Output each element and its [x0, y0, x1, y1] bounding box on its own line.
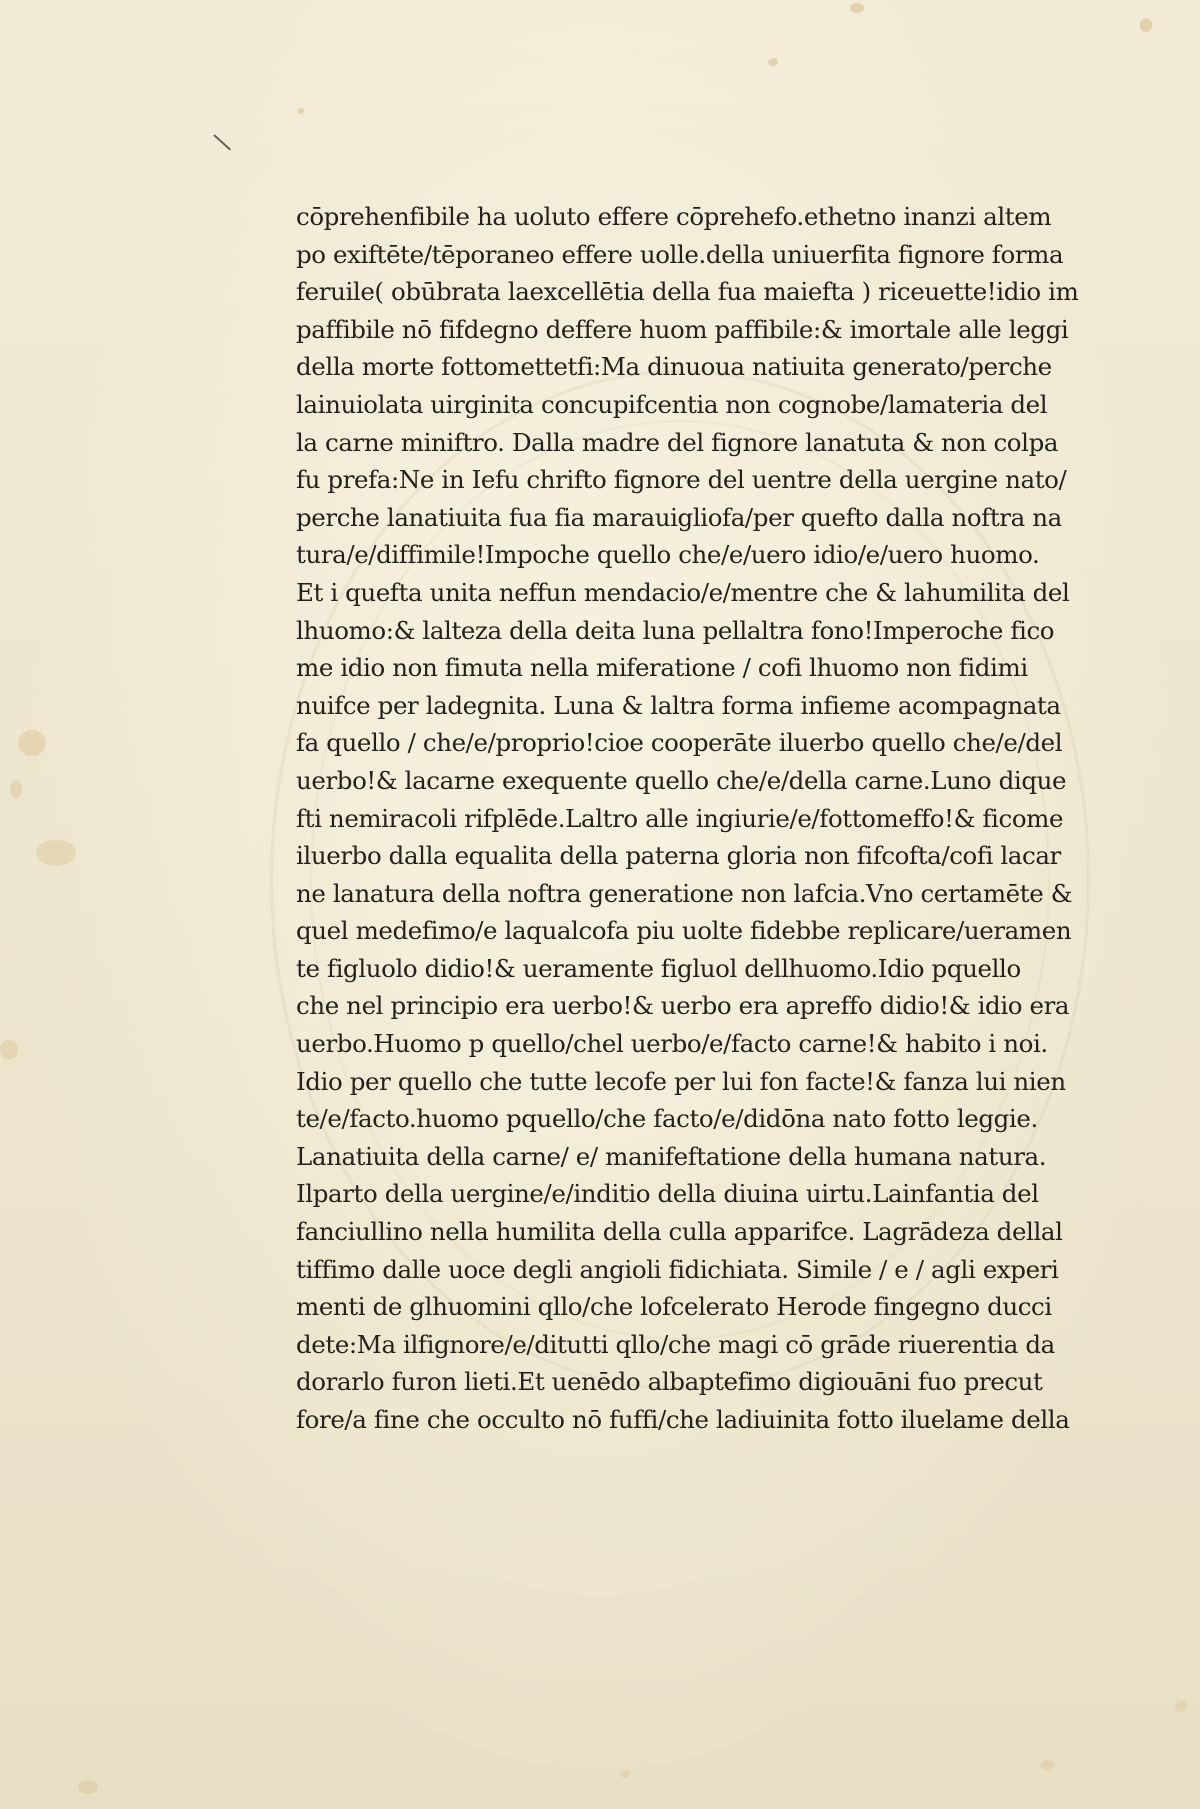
foxing-spot — [1175, 1700, 1187, 1712]
text-line: cōprehenfibile ha uoluto effere cōprehefo.ethetno inanzi altem — [296, 202, 1052, 231]
text-line: nuifce per ladegnita. Luna & laltra forma infieme acompagnata — [296, 690, 1061, 720]
foxing-spot — [850, 3, 864, 13]
text-line: lainuiolata uirginita concupifcentia non cognobe/lamateria del — [296, 389, 1048, 419]
body-text — [296, 198, 1126, 1439]
foxing-spot — [18, 730, 46, 756]
text-line: la carne miniftro. Dalla madre del fignore lanatuta & non colpa — [296, 427, 1059, 457]
foxing-spot — [1040, 1760, 1054, 1770]
text-line: menti de glhuomini qllo/che lofcelerato Herode fingegno ducci — [296, 1292, 1052, 1322]
text-line: me idio non fimuta nella miferatione / cofi lhuomo non fidimi — [296, 653, 1028, 683]
foxing-spot — [620, 1770, 630, 1778]
foxing-spot — [78, 1780, 98, 1794]
text-line: te figluolo didio!& ueramente figluol dellhuomo.Idio pquello — [296, 953, 1021, 983]
text-line: dete:Ma ilfignore/e/ditutti qllo/che magi cō grāde riuerentia da — [296, 1329, 1055, 1359]
text-line: feruile( obūbrata laexcellētia della fua maiefta ) riceuette!idio im — [296, 277, 1079, 307]
text-line: uerbo!& lacarne exequente quello che/e/della carne.Luno dique — [296, 765, 1067, 795]
text-line: tiffimo dalle uoce degli angioli fidichiata. Simile / e / agli experi — [296, 1254, 1059, 1284]
text-line: quel medefimo/e laqualcofa piu uolte fidebbe replicare/ueramen — [296, 916, 1072, 946]
text-line: ne lanatura della noftra generatione non lafcia.Vno certamēte & — [296, 878, 1073, 908]
foxing-spot — [298, 108, 304, 114]
text-line: uerbo.Huomo p quello/chel uerbo/e/facto carne!& habito i noi. — [296, 1029, 1048, 1059]
foxing-spot — [0, 1040, 18, 1060]
text-line: Ilparto della uergine/e/inditio della diuina uirtu.Lainfantia del — [296, 1179, 1039, 1209]
text-line: te/e/facto.huomo pquello/che facto/e/didōna nato fotto leggie. — [296, 1104, 1038, 1134]
text-line: che nel principio era uerbo!& uerbo era apreffo didio!& idio era — [296, 991, 1070, 1021]
foxing-spot — [10, 780, 22, 798]
text-line: iluerbo dalla equalita della paterna gloria non fifcofta/cofi lacar — [296, 841, 1061, 871]
text-line: lhuomo:& lalteza della deita luna pellaltra fono!Imperoche fico — [296, 615, 1055, 645]
text-line: paffibile nō fifdegno deffere huom paffibile:& imortale alle leggi — [296, 314, 1069, 344]
text-line: fanciullino nella humilita della culla apparifce. Lagrādeza dellal — [296, 1217, 1063, 1247]
text-line: dorarlo furon lieti.Et uenēdo albaptefimo digiouāni fuo precut — [296, 1367, 1043, 1397]
text-line: po exiftēte/tēporaneo effere uolle.della uniuerfita fignore forma — [296, 239, 1064, 269]
foxing-spot — [1140, 18, 1152, 32]
text-line: perche lanatiuita fua fia marauigliofa/per quefto dalla noftra na — [296, 502, 1062, 532]
foxing-spot — [36, 840, 76, 866]
text-line: fti nemiracoli rifplēde.Laltro alle ingiurie/e/fottomeffo!& ficome — [296, 803, 1064, 833]
text-line: tura/e/diffimile!Impoche quello che/e/uero idio/e/uero huomo. — [296, 540, 1040, 570]
text-line: fore/a fine che occulto nō fuffi/che ladiuinita fotto iluelame della — [296, 1405, 1070, 1434]
text-line: della morte fottomettetfi:Ma dinuoua natiuita generato/perche — [296, 352, 1052, 382]
text-line: Et i quefta unita neffun mendacio/e/mentre che & lahumilita del — [296, 577, 1070, 607]
text-line: Idio per quello che tutte lecofe per lui fon facte!& fanza lui nien — [296, 1066, 1066, 1096]
text-line: fa quello / che/e/proprio!cioe cooperāte iluerbo quello che/e/del — [296, 728, 1063, 758]
foxing-spot — [768, 58, 778, 66]
text-line: Lanatiuita della carne/ e/ manifeftatione della humana natura. — [296, 1141, 1047, 1171]
pen-stroke-mark — [213, 134, 231, 150]
text-line: fu prefa:Ne in Iefu chrifto fignore del uentre della uergine nato/ — [296, 465, 1067, 495]
